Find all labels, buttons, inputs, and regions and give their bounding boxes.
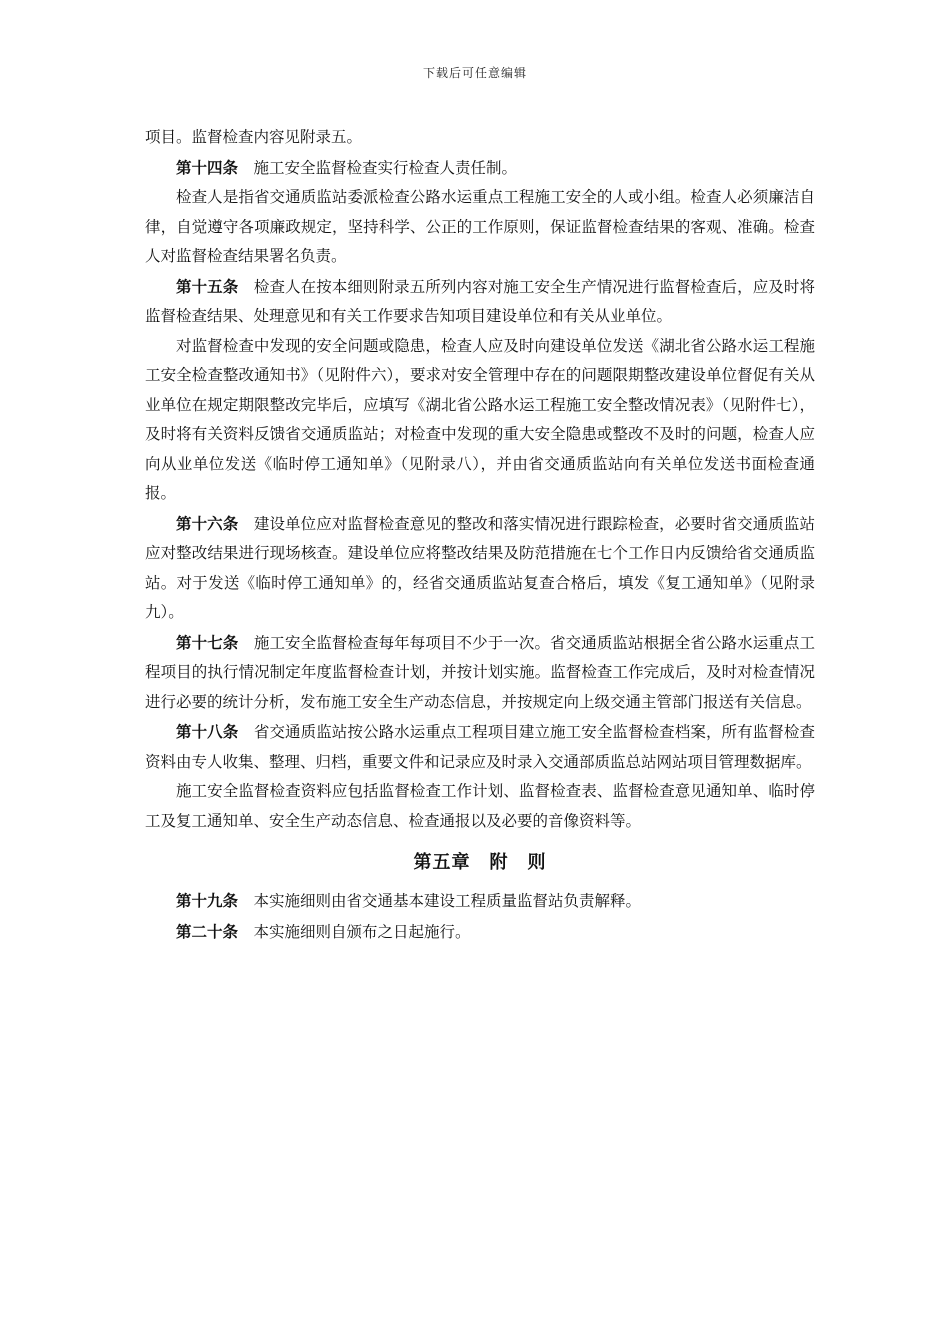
paragraph-text: 施工安全监督检查实行检查人责任制。: [253, 158, 518, 177]
article-number: 第十六条: [176, 513, 239, 533]
paragraph-text: 本实施细则由省交通基本建设工程质量监督站负责解释。: [253, 892, 642, 910]
paragraph-text: 对监督检查中发现的安全问题或隐患，检查人应及时向建设单位发送《湖北省公路水运工程施工安全检查整改通知书》（见附件六），要求对安全管理中存在的问题限期整改建设单位督促有关从业单位在规定期限整改完毕后，应填写《湖北省公路水运工程施工安全整改情况表》（见附件七），及时将有关资料反馈省交通质监站；对检查中发现的重大安全隐患或整改不及时的问题，检查人应向从业单位发送《临时停工通知单》（见附录八），并由省交通质监站向有关单位发送书面检查通报。: [145, 336, 815, 502]
article-number: 第十四条: [176, 157, 239, 177]
paragraph-text: 建设单位应对监督检查意见的整改和落实情况进行跟踪检查，必要时省交通质监站应对整改结果进行现场核查。建设单位应将整改结果及防范措施在七个工作日内反馈给省交通质监站。对于发送《临时停工通知单》的，经省交通质监站复查合格后，填发《复工通知单》（见附录九）。: [145, 514, 815, 621]
paragraph: [145, 123, 815, 153]
paragraph: [145, 509, 815, 628]
paragraph-text: 施工安全监督检查每年每项目不少于一次。省交通质监站根据全省公路水运重点工程项目的执行情况制定年度监督检查计划，并按计划实施。监督检查工作完成后，及时对检查情况进行必要的统计分析，发布施工安全生产动态信息，并按规定向上级交通主管部门报送有关信息。: [145, 633, 815, 711]
page-header: 下载后可任意编辑: [422, 66, 527, 80]
paragraph-text: 施工安全监督检查资料应包括监督检查工作计划、监督检查表、监督检查意见通知单、临时停工及复工通知单、安全生产动态信息、检查通报以及必要的音像资料等。: [145, 782, 815, 830]
articles-section: [145, 123, 815, 836]
paragraph-text: 本实施细则自颁布之日起施行。: [253, 922, 471, 941]
article-number: 第十八条: [176, 722, 239, 741]
paragraph: [145, 272, 815, 332]
paragraph: [145, 153, 815, 184]
article-number: 第十五条: [176, 276, 239, 296]
paragraph: [145, 917, 815, 948]
paragraph-text: 检查人在按本细则附录五所列内容对施工安全生产情况进行监督检查后，应及时将监督检查结果、处理意见和有关工作要求告知项目建设单位和有关从业单位。: [145, 277, 815, 325]
paragraph-text: 省交通质监站按公路水运重点工程项目建立施工安全监督检查档案，所有监督检查资料由专人收集、整理、归档，重要文件和记录应及时录入交通部质监总站网站项目管理数据库。: [145, 723, 815, 771]
paragraph-text: 项目。监督检查内容见附录五。: [145, 128, 363, 146]
paragraph: [145, 628, 815, 718]
document-body: [145, 123, 815, 947]
paragraph: [145, 777, 815, 836]
article-number: 第十七条: [176, 632, 239, 652]
paragraph: [145, 183, 815, 272]
paragraph: [145, 886, 815, 917]
article-number: 第十九条: [176, 891, 239, 910]
final-articles-section: [145, 886, 815, 947]
paragraph: [145, 332, 815, 509]
paragraph-text: 检查人是指省交通质监站委派检查公路水运重点工程施工安全的人或小组。检查人必须廉洁自律，自觉遵守各项廉政规定，坚持科学、公正的工作原则，保证监督检查结果的客观、准确。检查人对监督检查结果署名负责。: [145, 188, 815, 265]
article-number: 第二十条: [176, 921, 239, 941]
paragraph: [145, 717, 815, 777]
chapter-title: 第五章 附 则: [413, 852, 547, 873]
